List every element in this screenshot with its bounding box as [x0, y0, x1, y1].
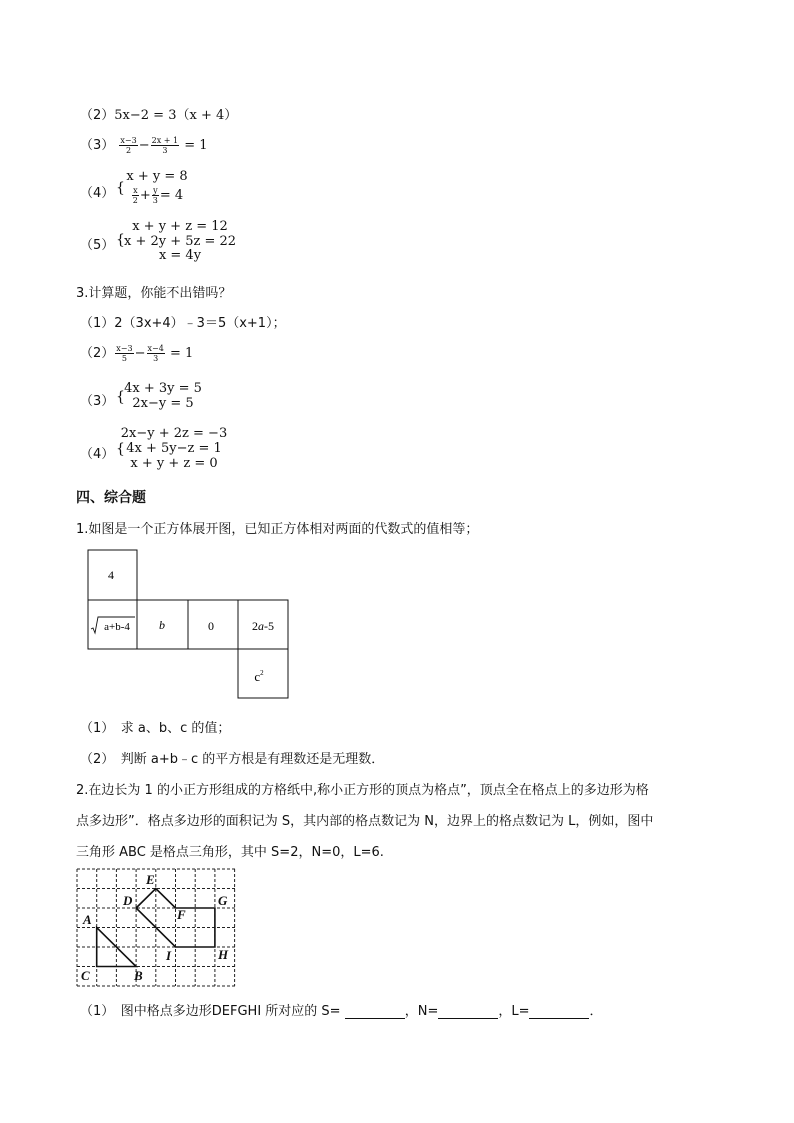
q3-eq-4-brace: { — [116, 441, 125, 457]
net-top-value: 4 — [108, 568, 114, 582]
q3-title: 3.计算题，你能不出错吗？ — [76, 286, 232, 301]
eq-3: （3） $\frac{x-3}{2}$ − $\frac{2x + 1}{3}$ = 1 — [80, 136, 208, 155]
label-i: I — [166, 948, 172, 963]
eq-5-line2: x + 2y + 5z = 22 — [124, 234, 237, 249]
eq-5-line3: x = 4y — [158, 248, 202, 263]
s4-q2-line1: 2.在边长为 1 的小正方形组成的方格纸中,称小正方形的顶点为格点”，顶点全在格点上的多边形为格 — [76, 783, 649, 798]
eq-2 — [80, 104, 237, 123]
eq-4-line2: $\frac{x}{2}$ + $\frac{y}{3}$ = 4 — [132, 186, 184, 205]
polygon-defghi — [136, 889, 215, 948]
eq-4 — [80, 170, 280, 210]
q3-eq-3-line2: 2x−y = 5 — [132, 396, 194, 411]
eq-3-rhs: = 1 — [184, 138, 208, 153]
label-e: E — [146, 872, 155, 887]
label-f: F — [177, 907, 186, 922]
q3-eq-2-label: （2） — [80, 346, 115, 361]
eq-3-label: （3） — [80, 138, 115, 153]
q3-eq-4-line1: 2x−y + 2z = −3 — [120, 426, 228, 441]
eq-4-brace: { — [116, 180, 125, 196]
answer-blank-l[interactable] — [529, 1006, 589, 1019]
s4-q2-sub1-n: ，N= — [404, 1004, 439, 1019]
q3-eq-4 — [80, 427, 320, 473]
label-b: B — [134, 968, 143, 983]
net-c4-value: 2a-5 — [252, 619, 274, 633]
q3-eq-4-label: （4） — [80, 447, 115, 462]
q3-eq-3-line1: 4x + 3y = 5 — [124, 381, 202, 396]
q3-eq-1-label: （1） — [80, 316, 115, 331]
lattice-grid-figure — [76, 867, 238, 989]
eq-5-line1: x + y + z = 12 — [132, 219, 228, 234]
section-heading: 四、综合题 — [76, 490, 146, 506]
s4-q2-sub1-end: ． — [589, 1004, 603, 1019]
q3-eq-4-line2: 4x + 5y−z = 1 — [126, 441, 222, 456]
eq-3-frac2: $\frac{2x + 1}{3}$ — [151, 136, 179, 155]
q3-eq-3 — [80, 380, 280, 414]
eq-3-frac1: $\frac{x-3}{2}$ — [120, 136, 137, 155]
label-h: H — [218, 947, 229, 962]
q3-eq-3-brace: { — [116, 389, 125, 405]
label-a: A — [83, 912, 92, 927]
s4-q1-text: 1.如图是一个正方体展开图，已知正方体相对两面的代数式的值相等； — [76, 522, 479, 537]
answer-blank-n[interactable] — [438, 1006, 498, 1019]
q3-eq-1-expr: 2（3x+4）﹣3＝5（x+1）； — [114, 316, 286, 331]
s4-q2-line3: 三角形 ABC 是格点三角形，其中 S=2，N=0，L=6. — [76, 845, 384, 860]
eq-4-label: （4） — [80, 186, 115, 201]
eq-2-label: （2） — [80, 108, 115, 123]
s4-q1-sub2: （2） 判断 a+b﹣c 的平方根是有理数还是无理数． — [80, 752, 385, 767]
s4-q2-line2: 点多边形”．格点多边形的面积记为 S，其内部的格点数记为 N，边界上的格点数记为 L，例如，图中 — [76, 814, 654, 829]
label-c: C — [81, 968, 90, 983]
q3-eq-3-label: （3） — [80, 394, 115, 409]
q3-eq-1 — [80, 312, 286, 331]
q3-eq-2-rhs: = 1 — [169, 346, 194, 361]
q3-eq-2: （2） $\frac{x-3}{5}$ − $\frac{x-4}{3}$ = 1 — [80, 344, 194, 363]
net-c2-value: b — [159, 618, 165, 632]
cube-net-figure — [87, 549, 291, 701]
s4-q1-sub1: （1） 求 a、b、c 的值； — [80, 721, 231, 736]
answer-blank-s[interactable] — [345, 1006, 405, 1019]
net-c1-value: a+b-4 — [104, 621, 130, 633]
s4-q2-sub1 — [80, 1000, 603, 1019]
s4-q2-sub1-l: ，L= — [498, 1004, 530, 1019]
q3-eq-4-line3: x + y + z = 0 — [130, 456, 218, 471]
net-c3-value: 0 — [208, 619, 214, 633]
label-d: D — [123, 893, 133, 908]
net-bottom-value: $c^2$ — [254, 669, 264, 684]
eq-2-expr: 5x−2 = 3（x + 4） — [114, 108, 238, 123]
eq-5-label: （5） — [80, 238, 115, 253]
label-g: G — [218, 893, 228, 908]
eq-5 — [80, 218, 300, 264]
s4-q2-sub1-prefix: （1） 图中格点多边形DEFGHI 所对应的 S= — [80, 1004, 341, 1019]
eq-5-brace: { — [116, 232, 125, 248]
eq-4-line1: x + y = 8 — [126, 169, 188, 184]
